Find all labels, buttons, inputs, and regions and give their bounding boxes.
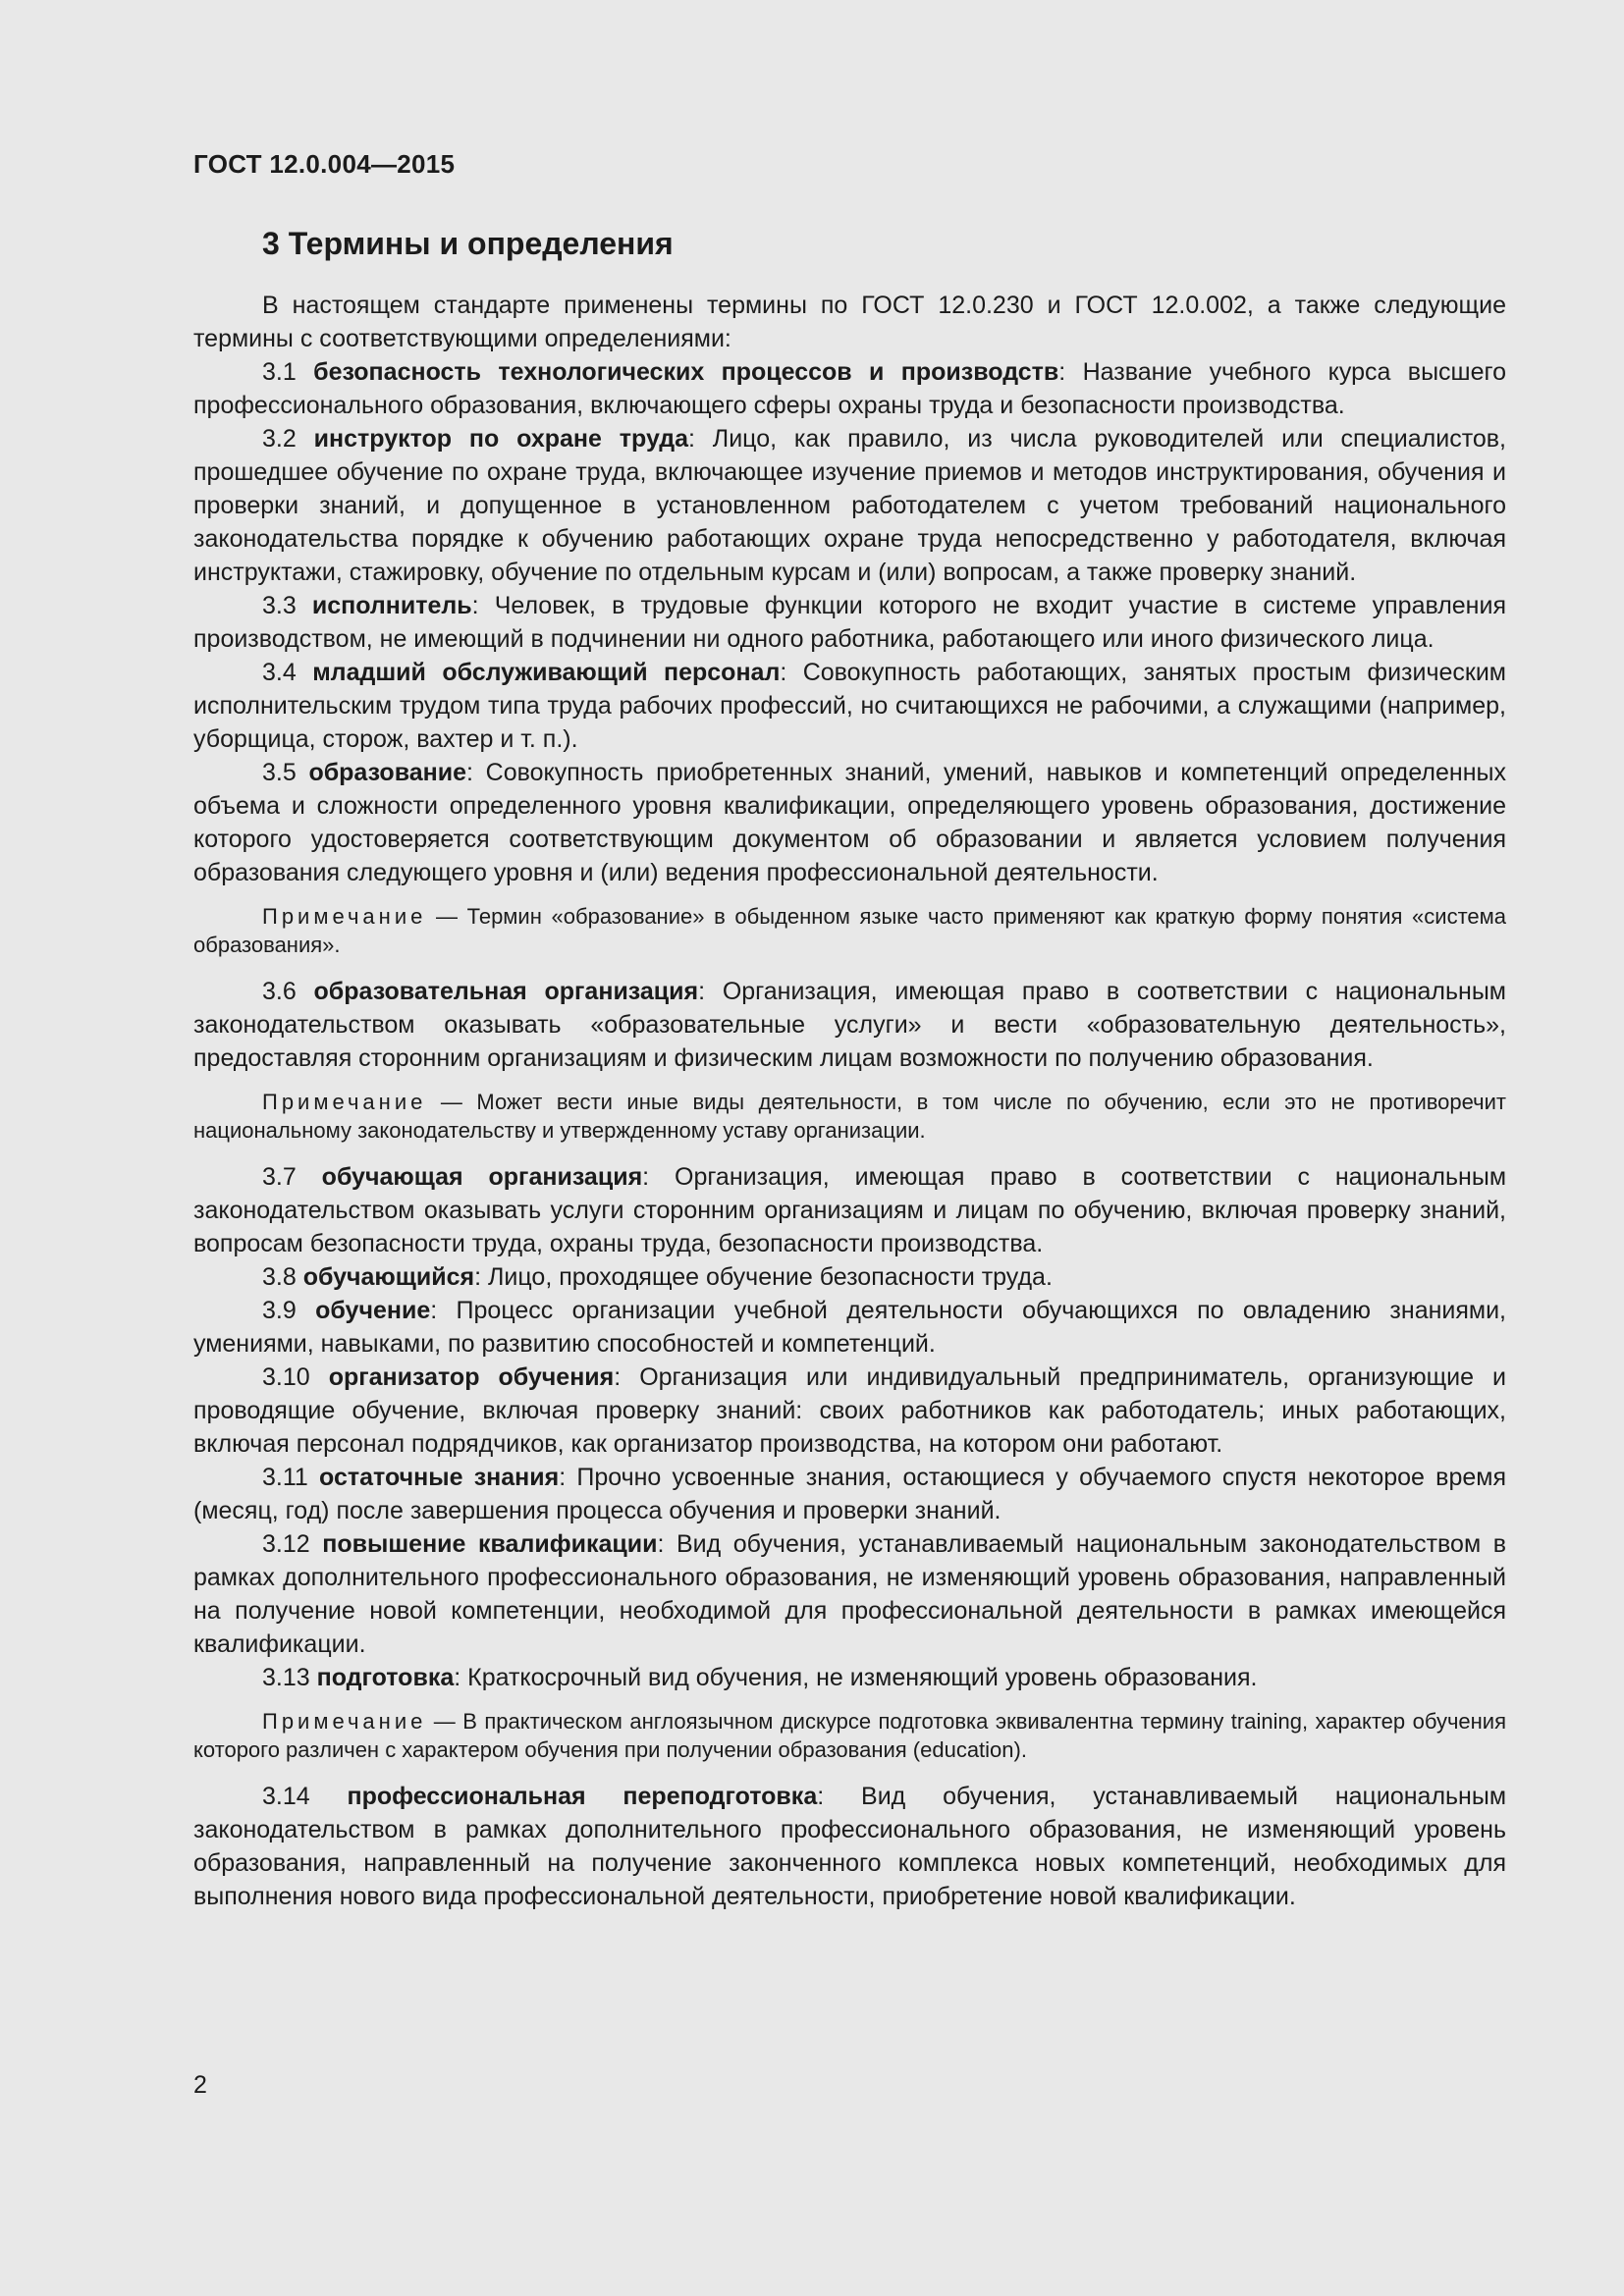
note-label: Примечание: [262, 1090, 427, 1114]
term-definition: : Лицо, проходящее обучение безопасности труда.: [474, 1263, 1053, 1291]
term-name: подготовка: [316, 1664, 455, 1691]
term-number: 3.10: [262, 1363, 310, 1391]
term-3-9: [193, 1294, 1506, 1361]
term-name: безопасность технологических процессов и производств: [313, 358, 1059, 386]
term-definition: : Организация, имеющая право в соответствии с национальным законодательством оказывать услуги сторонним организациям и лицам по обучению, включая проверку знаний, вопросам безопасности труда, охраны труда, безопасности производства.: [193, 1163, 1507, 1257]
term-3-10: [193, 1361, 1506, 1461]
term-definition: : Вид обучения, устанавливаемый национальным законодательством в рамках дополнительного профессионального образования, не изменяющий уровень образования, направленный на получение законченного комплекса новых компетенций, необходимых для выполнения нового вида профессиональной деятельности, приобретение новой квалификации.: [193, 1783, 1507, 1910]
term-number: 3.14: [262, 1783, 310, 1810]
term-number: 3.2: [262, 425, 297, 453]
term-3-2: [193, 422, 1506, 589]
term-3-14: [193, 1780, 1506, 1913]
term-number: 3.3: [262, 592, 297, 619]
term-definition: : Процесс организации учебной деятельности обучающихся по овладению знаниями, умениями, навыками, по развитию способностей и компетенций.: [193, 1297, 1507, 1358]
term-3-1: [193, 355, 1506, 422]
term-3-6: [193, 975, 1506, 1075]
term-number: 3.8: [262, 1263, 297, 1291]
note-label: Примечание: [262, 1709, 427, 1734]
section-title: 3 Термины и определения: [262, 226, 674, 261]
term-definition: : Лицо, как правило, из числа руководителей или специалистов, прошедшее обучение по охране труда, включающее изучение приемов и методов инструктирования, обучения и проверки знаний, и допущенное в установленном работодателем с учетом требований национального законодательства порядке к обучению работающих охране труда непосредственно у работодателя, включая инструктажи, стажировку, обучение по отдельным курсам и (или) вопросам, а также проверку знаний.: [193, 425, 1506, 586]
term-name: организатор обучения: [328, 1363, 615, 1391]
term-name: обучение: [315, 1297, 431, 1324]
page-number: 2: [193, 2071, 207, 2099]
term-name: профессиональная переподготовка: [347, 1783, 818, 1810]
term-3-3: [193, 589, 1506, 656]
term-name: обучающийся: [302, 1263, 475, 1291]
term-number: 3.12: [262, 1530, 310, 1558]
term-definition: : Человек, в трудовые функции которого не входит участие в системе управления производством, не имеющий в подчинении ни одного работника, работающего или иного физического лица.: [193, 592, 1506, 653]
note-3-5: [193, 902, 1506, 959]
term-3-8: [193, 1260, 1506, 1294]
term-number: 3.13: [262, 1664, 310, 1691]
note-3-13: [193, 1707, 1506, 1764]
term-definition: : Организация или индивидуальный предприниматель, организующие и проводящие обучение, включая проверку знаний: своих работников как работодатель; иных работающих, включая персонал подрядчиков, как организатор производства, на котором они работают.: [193, 1363, 1506, 1458]
term-number: 3.9: [262, 1297, 297, 1324]
term-number: 3.7: [262, 1163, 297, 1191]
term-definition: : Прочно усвоенные знания, остающиеся у обучаемого спустя некоторое время (месяц, год) после завершения процесса обучения и проверки знаний.: [193, 1464, 1506, 1524]
term-number: 3.11: [262, 1464, 308, 1491]
note-text: — Термин «образование» в обыденном языке часто применяют как краткую форму понятия «система образования».: [193, 904, 1506, 957]
term-name: остаточные знания: [319, 1464, 560, 1491]
term-definition: : Совокупность приобретенных знаний, умений, навыков и компетенций определенных объема и сложности определенного уровня квалификации, определяющего уровень образования, достижение которого удостоверяется соответствующим документом об образовании и является условием получения образования следующего уровня и (или) ведения профессиональной деятельности.: [193, 759, 1506, 886]
term-3-13: [193, 1661, 1506, 1694]
term-number: 3.6: [262, 978, 297, 1005]
note-3-6: [193, 1088, 1506, 1145]
term-name: образовательная организация: [313, 978, 699, 1005]
term-number: 3.4: [262, 659, 297, 686]
term-definition: : Краткосрочный вид обучения, не изменяющий уровень образования.: [454, 1664, 1258, 1691]
term-name: младший обслуживающий персонал: [312, 659, 781, 686]
term-3-5: [193, 756, 1506, 889]
term-name: инструктор по охране труда: [313, 425, 688, 453]
term-name: образование: [308, 759, 467, 786]
term-definition: : Совокупность работающих, занятых простым физическим исполнительским трудом типа труда рабочих профессий, но считающихся не рабочими, а служащими (например, уборщица, сторож, вахтер и т. п.).: [193, 659, 1506, 753]
term-3-7: [193, 1160, 1506, 1260]
note-label: Примечание: [262, 904, 427, 929]
term-definition: : Вид обучения, устанавливаемый национальным законодательством в рамках дополнительного профессионального образования, не изменяющий уровень образования, направленный на получение новой компетенции, необходимой для профессиональной деятельности в рамках имеющейся квалификации.: [193, 1530, 1506, 1658]
term-name: исполнитель: [311, 592, 472, 619]
term-name: обучающая организация: [321, 1163, 643, 1191]
term-3-4: [193, 656, 1506, 756]
intro-paragraph: В настоящем стандарте применены термины по ГОСТ 12.0.230 и ГОСТ 12.0.002, а также следующие термины с соответствующими определениями:: [193, 292, 1506, 352]
term-definition: : Организация, имеющая право в соответствии с национальным законодательством оказывать «образовательные услуги» и вести «образовательную деятельность», предоставляя сторонним организациям и физическим лицам возможности по получению образования.: [193, 978, 1506, 1072]
term-number: 3.1: [262, 358, 297, 386]
note-text: — В практическом англоязычном дискурсе подготовка эквивалентна термину training, характер обучения которого различен с характером обучения при получении образования (education).: [193, 1709, 1506, 1762]
term-number: 3.5: [262, 759, 297, 786]
term-name: повышение квалификации: [322, 1530, 658, 1558]
document-header: ГОСТ 12.0.004—2015: [193, 149, 456, 179]
document-body: [193, 224, 1506, 1913]
note-text: — Может вести иные виды деятельности, в том числе по обучению, если это не противоречит национальному законодательству и утвержденному уставу организации.: [193, 1090, 1506, 1143]
term-3-11: [193, 1461, 1506, 1527]
term-3-12: [193, 1527, 1506, 1661]
term-definition: : Название учебного курса высшего профессионального образования, включающего сферы охраны труда и безопасности производства.: [193, 358, 1506, 419]
